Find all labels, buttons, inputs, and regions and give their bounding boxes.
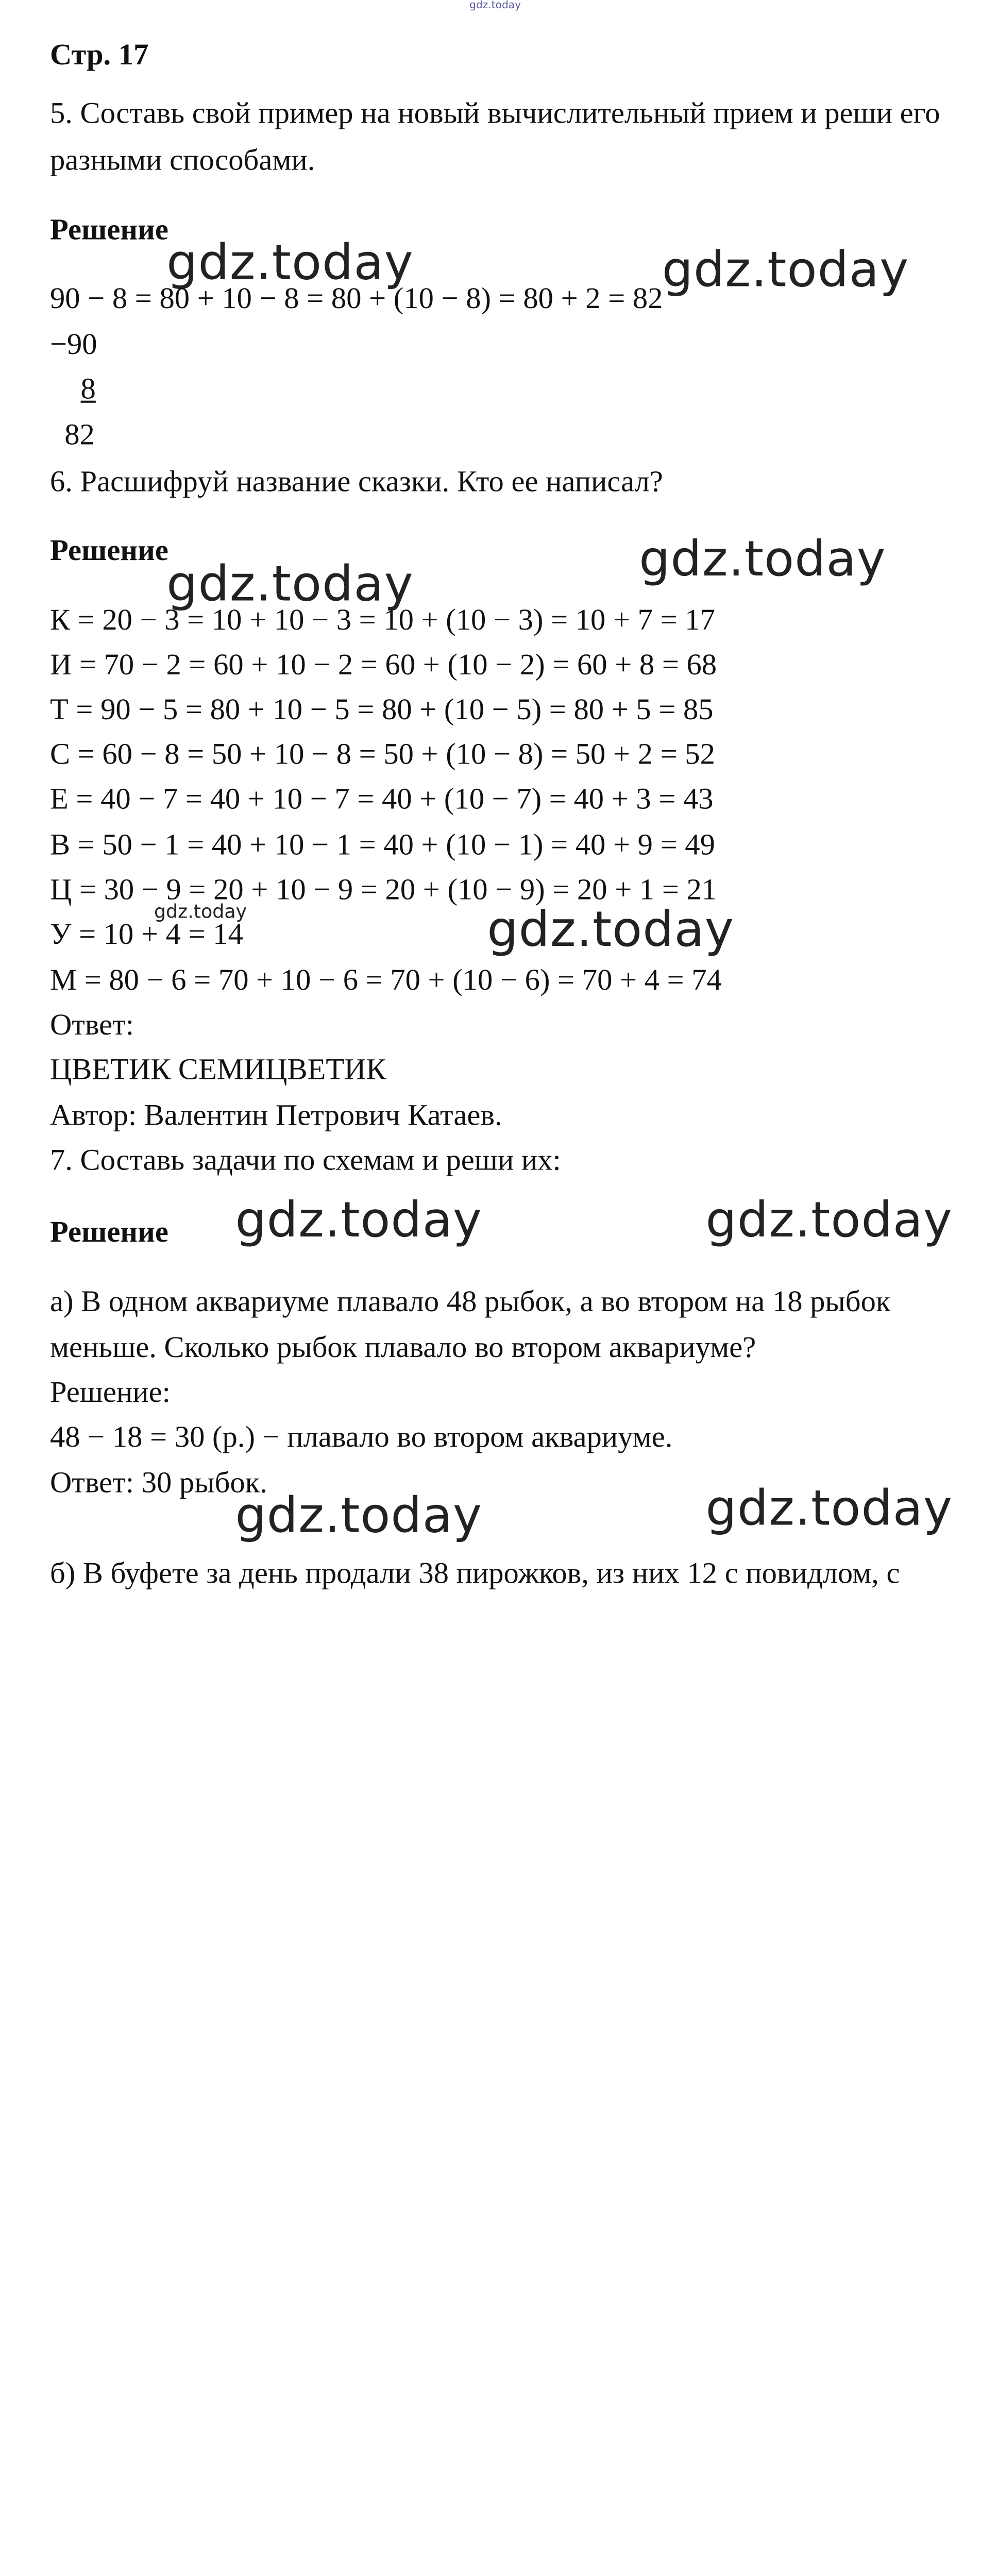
watermark: gdz.today (166, 234, 414, 292)
watermark: gdz.today (166, 555, 414, 613)
watermark: gdz.today (639, 531, 886, 588)
task5-equation: 90 − 8 = 80 + 10 − 8 = 80 + (10 − 8) = 80 + 2 = 82 (49, 282, 663, 316)
equation-line: С = 60 − 8 = 50 + 10 − 8 = 50 + (10 − 8) = 50 + 2 = 52 (49, 738, 715, 771)
task7-solution-label: Решение (49, 1215, 168, 1249)
equation-line: Т = 90 − 5 = 80 + 10 − 5 = 80 + (10 − 5) = 80 + 5 = 85 (49, 693, 714, 726)
task6-answer-label: Ответ: (49, 1008, 134, 1042)
equation-line: Е = 40 − 7 = 40 + 10 − 7 = 40 + (10 − 7) = 40 + 3 = 43 (49, 783, 714, 816)
watermark: gdz.today (235, 1191, 483, 1249)
column-result: 82 (64, 418, 95, 452)
equation-line: М = 80 − 6 = 70 + 10 − 6 = 70 + (10 − 6) = 70 + 4 = 74 (49, 963, 722, 997)
task6-answer-value: ЦВЕТИК СЕМИЦВЕТИК (49, 1053, 386, 1087)
watermark-small: gdz.today (154, 901, 247, 923)
task5-solution-label: Решение (49, 213, 168, 247)
task5-statement-line1: 5. Составь свой пример на новый вычислительный прием и реши его (49, 96, 940, 130)
equation-line: К = 20 − 3 = 10 + 10 − 3 = 10 + (10 − 3) = 10 + 7 = 17 (49, 603, 715, 637)
watermark: gdz.today (487, 901, 734, 959)
column-minuend: −90 (49, 328, 97, 361)
page-label: Стр. 17 (49, 38, 149, 72)
task6-statement: 6. Расшифруй название сказки. Кто ее написал? (49, 465, 663, 499)
watermark: gdz.today (662, 241, 909, 299)
task6-solution-label: Решение (49, 534, 168, 567)
equation-line: И = 70 − 2 = 60 + 10 − 2 = 60 + (10 − 2) = 60 + 8 = 68 (49, 648, 717, 682)
task7a-solution-line: 48 − 18 = 30 (р.) − плавало во втором аквариуме. (49, 1420, 673, 1454)
task5-statement-line2: разными способами. (49, 143, 315, 177)
top-watermark: gdz.today (469, 0, 521, 12)
task7a-answer-line: Ответ: 30 рыбок. (49, 1466, 267, 1500)
watermark: gdz.today (235, 1487, 483, 1545)
equation-line: В = 50 − 1 = 40 + 10 − 1 = 40 + (10 − 1) = 40 + 9 = 49 (49, 828, 715, 862)
watermark: gdz.today (705, 1480, 953, 1537)
task6-author-line: Автор: Валентин Петрович Катаев. (49, 1099, 502, 1132)
watermark: gdz.today (705, 1191, 953, 1249)
task7b-line1: б) В буфете за день продали 38 пирожков, из них 12 с повидлом, с (49, 1556, 900, 1590)
task7-statement: 7. Составь задачи по схемам и реши их: (49, 1143, 561, 1177)
task7a-line2: меньше. Сколько рыбок плавало во втором аквариуме? (49, 1331, 756, 1365)
equation-line: Ц = 30 − 9 = 20 + 10 − 9 = 20 + (10 − 9) = 20 + 1 = 21 (49, 873, 717, 907)
equation-line: У = 10 + 4 = 14 (49, 918, 243, 952)
task7a-line1: а) В одном аквариуме плавало 48 рыбок, а во втором на 18 рыбок (49, 1285, 891, 1319)
column-subtrahend: 8 (80, 372, 96, 406)
task7a-solution-label: Решение: (49, 1376, 171, 1410)
